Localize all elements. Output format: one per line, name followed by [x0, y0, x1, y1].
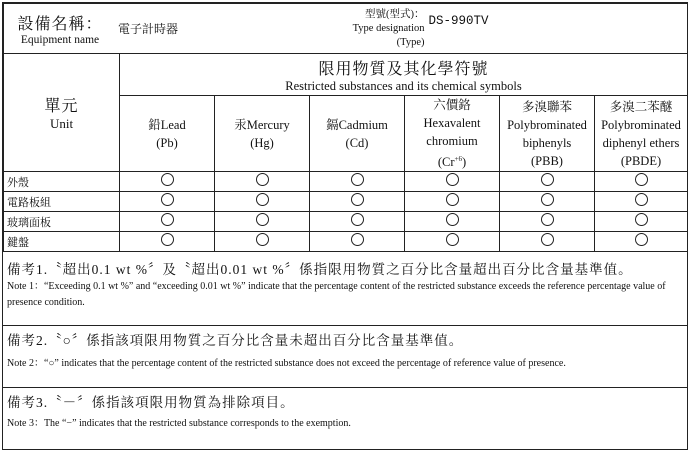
circle-icon	[161, 233, 174, 246]
col-pbde	[595, 96, 688, 172]
restricted-label-zh: 限用物質及其化學符號	[318, 60, 489, 78]
col-lead-symbol: (Pb)	[156, 135, 178, 150]
equipment-header-row	[4, 4, 688, 54]
row-label-circuit-board: 電路板組	[4, 192, 120, 212]
circle-icon	[635, 193, 648, 206]
col-pbb-name-en1: Polybrominated	[507, 117, 587, 132]
col-pbb-name-zh: 多溴聯苯	[521, 99, 572, 114]
circle-icon	[161, 213, 174, 226]
col-pbb-name-en2: biphenyls	[522, 135, 572, 150]
circle-icon	[351, 233, 364, 246]
note-1	[3, 255, 687, 325]
col-cr-symbol-sup: +6	[454, 155, 462, 163]
circle-icon	[446, 173, 459, 186]
col-pbde-name-en1: Polybrominated	[601, 117, 681, 132]
col-cr-name-zh: 六價鉻	[433, 98, 471, 112]
type-designation-label-en2: (Type)	[396, 36, 425, 48]
col-cr-symbol-text: (Cr	[437, 155, 455, 170]
circle-icon	[256, 193, 269, 206]
circle-icon	[351, 213, 364, 226]
col-cadmium	[310, 96, 405, 172]
col-cr-name-en2: chromium	[426, 134, 478, 148]
col-cr-symbol	[405, 150, 499, 171]
row-label-keyboard: 鍵盤	[4, 232, 120, 252]
circle-icon	[541, 213, 554, 226]
note-3	[3, 387, 687, 443]
col-pbb	[500, 96, 595, 172]
type-designation-label-en: Type designation	[352, 22, 425, 34]
note-1-en: Note 1：“Exceeding 0.1 wt %” and “exceeding 0.01 wt %” indicate that the percentage content of the restricted substance exceeds the reference percentage value of presence condition.	[7, 281, 666, 308]
circle-icon	[351, 193, 364, 206]
col-hexavalent-chromium	[405, 96, 500, 172]
col-pbb-symbol: (PBB)	[531, 153, 563, 168]
note-2-zh: 備考2.〝○〞係指該項限用物質之百分比含量未超出百分比含量基準值。	[7, 333, 464, 348]
circle-icon	[161, 193, 174, 206]
type-designation-label-zh: 型號(型式)：	[365, 8, 425, 20]
col-pbde-symbol: (PBDE)	[620, 153, 662, 168]
note-3-zh: 備考3.〝－〞係指該項限用物質為排除項目。	[7, 395, 295, 410]
notes-section	[3, 255, 687, 443]
col-mercury-name: 汞Mercury	[234, 117, 290, 132]
col-cadmium-symbol: (Cd)	[345, 135, 369, 150]
circle-icon	[256, 233, 269, 246]
circle-icon	[541, 233, 554, 246]
circle-icon	[635, 233, 648, 246]
equipment-name-label-zh: 設備名稱：	[17, 16, 103, 33]
circle-icon	[446, 233, 459, 246]
circle-icon	[635, 173, 648, 186]
type-designation-cell	[310, 4, 688, 54]
unit-label-en: Unit	[49, 116, 74, 132]
circle-icon	[256, 213, 269, 226]
rohs-declaration-page	[2, 2, 688, 450]
col-cr-name-en1: Hexavalent	[423, 116, 481, 130]
col-lead-name: 鉛Lead	[148, 117, 186, 132]
note-3-en: Note 3：The “−” indicates that the restricted substance corresponds to the exemption.	[7, 418, 351, 429]
circle-icon	[635, 213, 648, 226]
equipment-name-value: 電子計時器	[118, 22, 179, 36]
row-label-housing: 外殼	[4, 172, 120, 192]
col-pbde-name-zh: 多溴二苯醚	[609, 99, 673, 114]
equipment-name-label-en: Equipment name	[20, 34, 100, 46]
restricted-label-en: Restricted substances and its chemical symbols	[285, 78, 522, 93]
note-2-en: Note 2：“○” indicates that the percentage content of the restricted substance does not exceed the percentage of reference value of presence.	[7, 358, 566, 369]
table-row	[4, 212, 688, 232]
circle-icon	[446, 213, 459, 226]
col-pbde-name-en2: diphenyl ethers	[602, 135, 680, 150]
note-2	[3, 325, 687, 387]
col-lead	[120, 96, 215, 172]
row-label-glass-panel: 玻璃面板	[4, 212, 120, 232]
type-designation-value: DS-990TV	[428, 13, 489, 28]
col-cadmium-name: 鎘Cadmium	[326, 117, 388, 132]
circle-icon	[541, 193, 554, 206]
table-row	[4, 192, 688, 212]
table-row	[4, 172, 688, 192]
restricted-substances-table	[3, 3, 688, 252]
circle-icon	[541, 173, 554, 186]
circle-icon	[161, 173, 174, 186]
equipment-name-cell	[4, 4, 310, 54]
restricted-substances-header	[120, 54, 688, 96]
circle-icon	[351, 173, 364, 186]
note-1-zh: 備考1.〝超出0.1 wt %〞及〝超出0.01 wt %〞係指限用物質之百分比含量超出百分比含量基準值。	[7, 262, 633, 277]
circle-icon	[256, 173, 269, 186]
col-mercury-symbol: (Hg)	[250, 135, 274, 150]
table-row	[4, 232, 688, 252]
col-cr-symbol-end: )	[461, 155, 467, 170]
unit-header-cell	[4, 54, 120, 172]
circle-icon	[446, 193, 459, 206]
col-mercury	[215, 96, 310, 172]
unit-label-zh: 單元	[44, 98, 79, 116]
